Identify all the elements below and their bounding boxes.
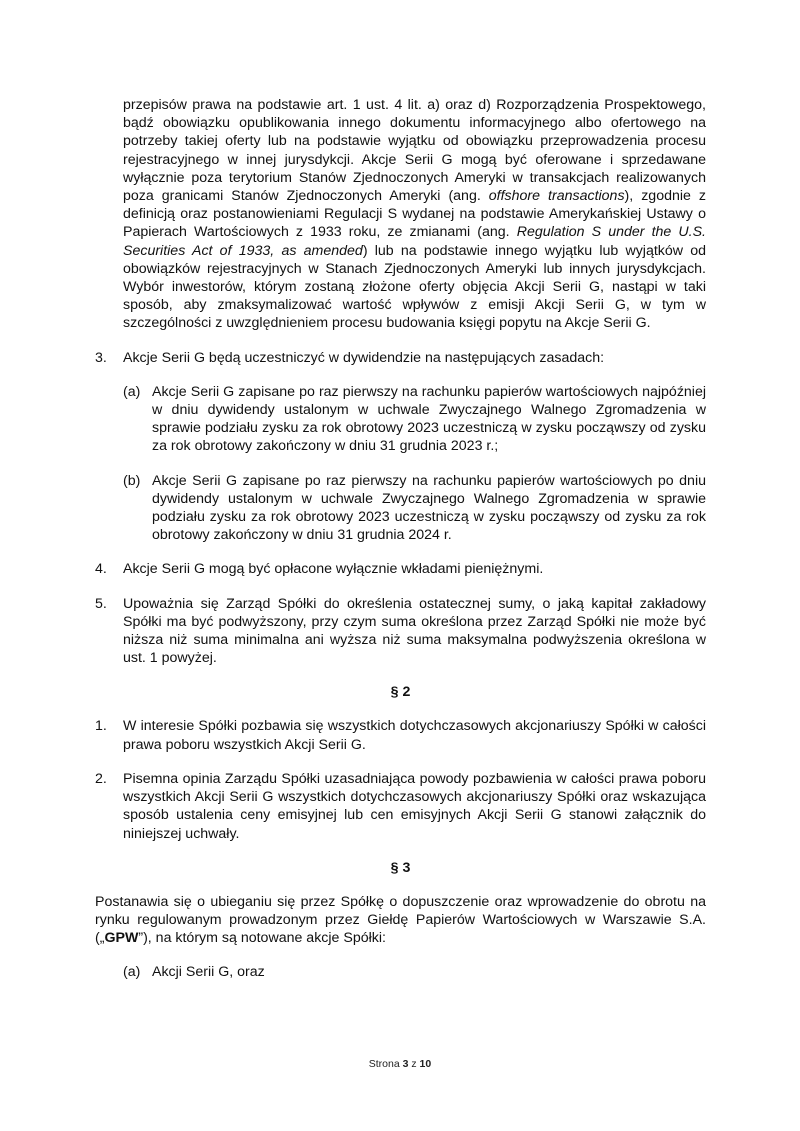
document-page xyxy=(95,96,706,982)
continuation-paragraph: przepisów prawa na podstawie art. 1 ust. 4 lit. a) oraz d) Rozporządzenia Prospektowego, bądź obowiązku opublikowania innego dokumentu informacyjnego albo ofertowego na potrzeby takiej oferty lub na podstawie wyjątku od obowiązku przeprowadzenia procesu rejestracyjnego w innej jurysdykcji. Akcje Serii G mogą być oferowane i sprzedawane wyłącznie poza terytorium Stanów Zjednoczonych Ameryki w transakcjach realizowanych poza granicami Stanów Zjednoczonych Ameryki (ang. offshore transactions), zgodnie z definicją oraz postanowieniami Regulacji S wydanej na podstawie Amerykańskiej Ustawy o Papierach Wartościowych z 1933 roku, ze zmianami (ang. Regulation S under the U.S. Securities Act of 1933, as amended) lub na podstawie innego wyjątku lub wyjątków od obowiązków rejestracyjnych w Stanach Zjednoczonych Ameryki lub innych jurysdykcjach. Wybór inwestorów, którym zostaną złożone oferty objęcia Akcji Serii G, nastąpi w taki sposób, aby zmaksymalizować wartość wpływów z emisji Akcji Serii G, w tym w szczególności z uwzględnieniem procesu budowania księgi popytu na Akcje Serii G. xyxy=(123,97,707,332)
section2-item-2 xyxy=(95,770,706,843)
section2-item-1 xyxy=(95,717,706,753)
italic-term: Regulation S under the U.S. Securities Act of 1933, as amended xyxy=(123,224,706,259)
sub-item-text: Akcji Serii G, oraz xyxy=(152,964,265,981)
sub-item-text: Akcje Serii G zapisane po raz pierwszy na rachunku papierów wartościowych najpóźniej w dniu dywidendy ustalonym w uchwale Zwyczajnego Walnego Zgromadzenia w sprawie podziału zysku za rok obrotowy 2023 uczestniczą w zysku począwszy od zysku za rok obrotowy zakończony w dniu 31 grudnia 2023 r.; xyxy=(152,383,706,455)
item-text: Akcje Serii G mogą być opłacone wyłącznie wkładami pieniężnymi. xyxy=(123,561,544,578)
sub-item-label: (b) xyxy=(123,472,141,489)
item-text: W interesie Spółki pozbawia się wszystkich dotychczasowych akcjonariuszy Spółki w całości prawa poboru wszystkich Akcji Serii G. xyxy=(123,718,706,753)
item-number: 4. xyxy=(95,561,107,578)
item-number: 1. xyxy=(95,718,107,735)
current-page: 3 xyxy=(402,1058,409,1070)
list-item-4 xyxy=(95,560,706,578)
section3-sub-item-a xyxy=(95,963,706,981)
list-item-3 xyxy=(95,349,706,367)
item-number: 5. xyxy=(95,595,107,612)
section-heading-2: § 2 xyxy=(390,684,411,701)
item-text: Upoważnia się Zarząd Spółki do określenia ostatecznej sumy, o jaką kapitał zakładowy Spółki ma być podwyższony, przy czym suma określona przez Zarząd Spółki nie może być niższa niż suma minimalna ani wyższa niż suma maksymalna podwyższenia określona w ust. 1 powyżej. xyxy=(123,595,706,667)
sub-item-a xyxy=(95,383,706,456)
italic-term: offshore transactions xyxy=(488,188,625,205)
page-separator: z xyxy=(411,1058,417,1070)
defined-term: GPW xyxy=(104,930,139,947)
item-text: Akcje Serii G będą uczestniczyć w dywidendzie na następujących zasadach: xyxy=(123,349,605,366)
sub-item-text: Akcje Serii G zapisane po raz pierwszy na rachunku papierów wartościowych po dniu dywidendy ustalonym w uchwale Zwyczajnego Walnego Zgromadzenia w sprawie podziału zysku za rok obrotowy 2023 uczestniczą w zysku począwszy od zysku za rok obrotowy zakończony w dniu 31 grudnia 2024 r. xyxy=(152,472,706,544)
list-item-5 xyxy=(95,595,706,668)
section3-intro: Postanawia się o ubieganiu się przez Spółkę o dopuszczenie oraz wprowadzenie do obrotu na rynku regulowanym prowadzonym przez Giełdę Papierów Wartościowych w Warszawie S.A. („GPW”), na którym są notowane akcje Spółki: xyxy=(95,893,706,947)
page-label: Strona xyxy=(368,1058,400,1070)
page-footer xyxy=(0,1058,800,1070)
sub-item-label: (a) xyxy=(123,964,141,981)
sub-item-b xyxy=(95,472,706,545)
item-number: 3. xyxy=(95,349,107,366)
total-pages: 10 xyxy=(419,1058,432,1070)
item-number: 2. xyxy=(95,770,107,787)
item-text: Pisemna opinia Zarządu Spółki uzasadniająca powody pozbawienia w całości prawa poboru wszystkich Akcji Serii G wszystkich dotychczasowych akcjonariuszy Spółki oraz wskazująca sposób ustalenia ceny emisyjnej lub cen emisyjnych Akcji Serii G stanowi załącznik do niniejszej uchwały. xyxy=(123,770,706,842)
sub-item-label: (a) xyxy=(123,383,141,400)
section-heading-3: § 3 xyxy=(390,859,411,876)
